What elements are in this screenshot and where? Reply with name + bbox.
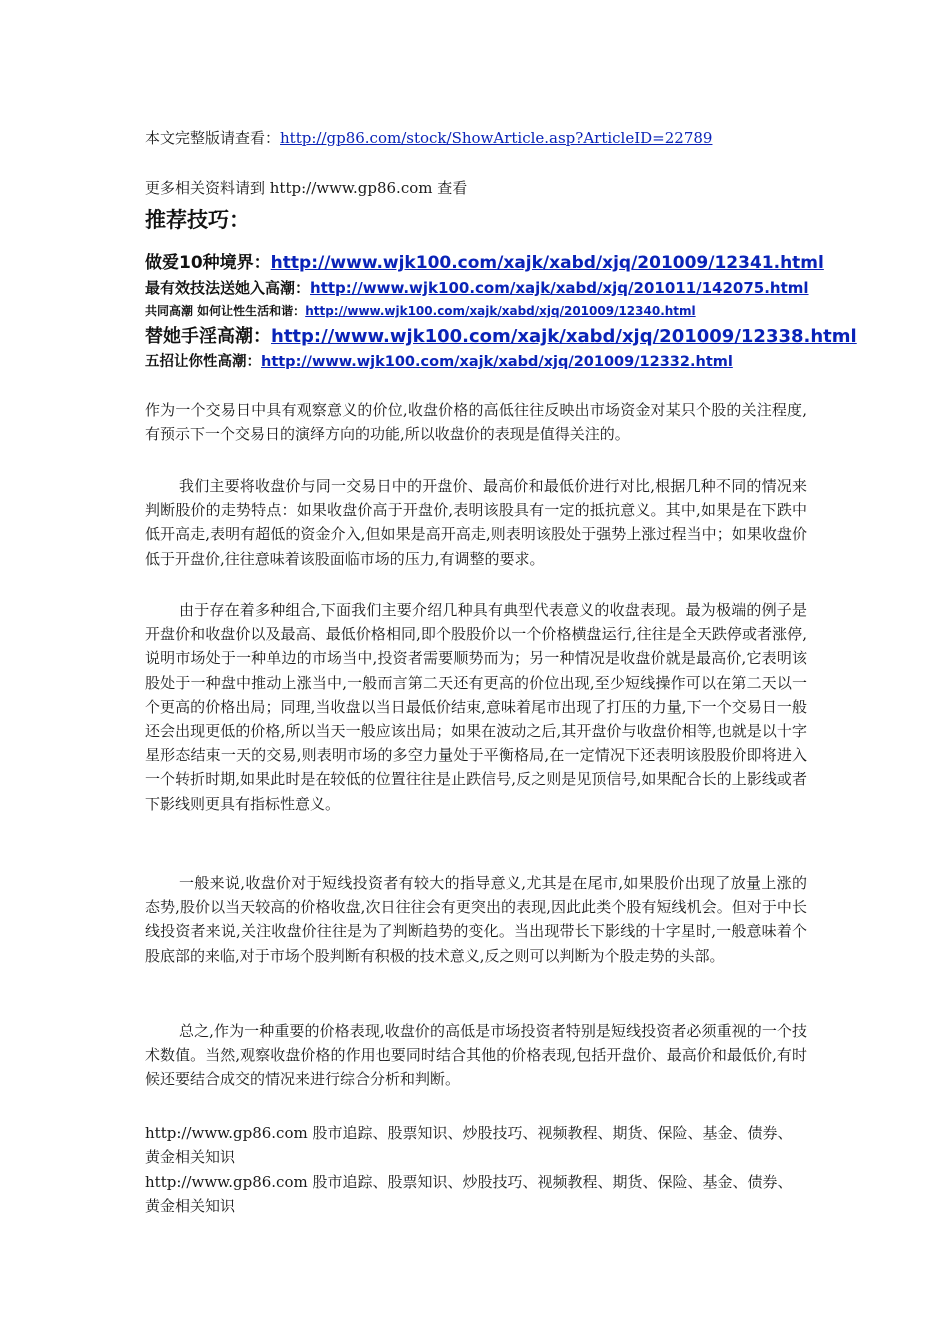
source-label: 本文完整版请查看：	[145, 129, 281, 147]
recommend-item	[145, 277, 809, 299]
recommend-item	[145, 324, 857, 350]
recommend-item	[145, 351, 733, 373]
article-paragraph-5: 总之,作为一种重要的价格表现,收盘价的高低是市场投资者特别是短线投资者必须重视的一个技术数值。当然,观察收盘价格的作用也要同时结合其他的价格表现,包括开盘价、最高价和最低价,有时候还要结合成交的情况来进行综合分析和判断。	[145, 1022, 807, 1089]
footer-line-2: http://www.gp86.com 股市追踪、股票知识、炒股技巧、视频教程、期货、保险、基金、债券、黄金相关知识	[145, 1173, 793, 1216]
article-paragraph-3: 由于存在着多种组合,下面我们主要介绍几种具有典型代表意义的收盘表现。最为极端的例子是开盘价和收盘价以及最高、最低价格相同,即个股股价以一个价格横盘运行,往往是全天跌停或者涨停,说明市场处于一种单边的市场当中,投资者需要顺势而为；另一种情况是收盘价就是最高价,它表明该股处于一种盘中推动上涨当中,一般而言第二天还有更高的价位出现,至少短线操作可以在第二天以一个更高的价格出局；同理,当收盘以当日最低价结束,意味着尾市出现了打压的力量,下一个交易日一般还会出现更低的价格,所以当天一般应该出局；如果在波动之后,其开盘价与收盘价相等,也就是以十字星形态结束一天的交易,则表明市场的多空力量处于平衡格局,在一定情况下还表明该股股价即将进入一个转折时期,如果此时是在较低的位置往往是止跌信号,反之则是见顶信号,如果配合长的上影线或者下影线则更具有指标性意义。	[145, 601, 807, 813]
source-line	[145, 126, 712, 150]
footer-line-1: http://www.gp86.com 股市追踪、股票知识、炒股技巧、视频教程、期货、保险、基金、债券、黄金相关知识	[145, 1124, 793, 1167]
recommend-link[interactable]: http://www.wjk100.com/xajk/xabd/xjq/201009/12340.html	[305, 304, 696, 318]
recommend-item	[145, 250, 824, 276]
recommend-label: 最有效技法送她入高潮：	[145, 279, 311, 297]
recommend-label: 共同高潮 如何让性生活和谐：	[145, 304, 306, 318]
recommend-label: 替她手淫高潮：	[145, 326, 271, 347]
recommend-title: 推荐技巧：	[145, 208, 250, 232]
recommend-link[interactable]: http://www.wjk100.com/xajk/xabd/xjq/201009/12332.html	[261, 354, 733, 370]
recommend-link[interactable]: http://www.wjk100.com/xajk/xabd/xjq/201009/12341.html	[270, 253, 824, 273]
more-info-line: 更多相关资料请到 http://www.gp86.com 查看	[145, 179, 468, 197]
recommend-label: 五招让你性高潮：	[145, 354, 261, 370]
recommend-item	[145, 302, 696, 320]
recommend-label: 做爱10种境界：	[145, 253, 271, 273]
article-paragraph-2: 我们主要将收盘价与同一交易日中的开盘价、最高价和最低价进行对比,根据几种不同的情况来判断股价的走势特点：如果收盘价高于开盘价,表明该股具有一定的抵抗意义。其中,如果是在下跌中低开高走,表明有超低的资金介入,但如果是高开高走,则表明该股处于强势上涨过程当中；如果收盘价低于开盘价,往往意味着该股面临市场的压力,有调整的要求。	[145, 477, 807, 568]
article-paragraph-4: 一般来说,收盘价对于短线投资者有较大的指导意义,尤其是在尾市,如果股价出现了放量上涨的态势,股价以当天较高的价格收盘,次日往往会有更突出的表现,因此此类个股有短线机会。但对于中长线投资者来说,关注收盘价往往是为了判断趋势的变化。当出现带长下影线的十字星时,一般意味着个股底部的来临,对于市场个股判断有积极的技术意义,反之则可以判断为个股走势的头部。	[145, 874, 807, 965]
source-link[interactable]: http://gp86.com/stock/ShowArticle.asp?ArticleID=22789	[280, 129, 713, 147]
recommend-link[interactable]: http://www.wjk100.com/xajk/xabd/xjq/201011/142075.html	[310, 279, 809, 297]
article-paragraph-1: 作为一个交易日中具有观察意义的价位,收盘价格的高低往往反映出市场资金对某只个股的关注程度,有预示下一个交易日的演绎方向的功能,所以收盘价的表现是值得关注的。	[145, 401, 807, 444]
recommend-link[interactable]: http://www.wjk100.com/xajk/xabd/xjq/201009/12338.html	[271, 326, 857, 347]
